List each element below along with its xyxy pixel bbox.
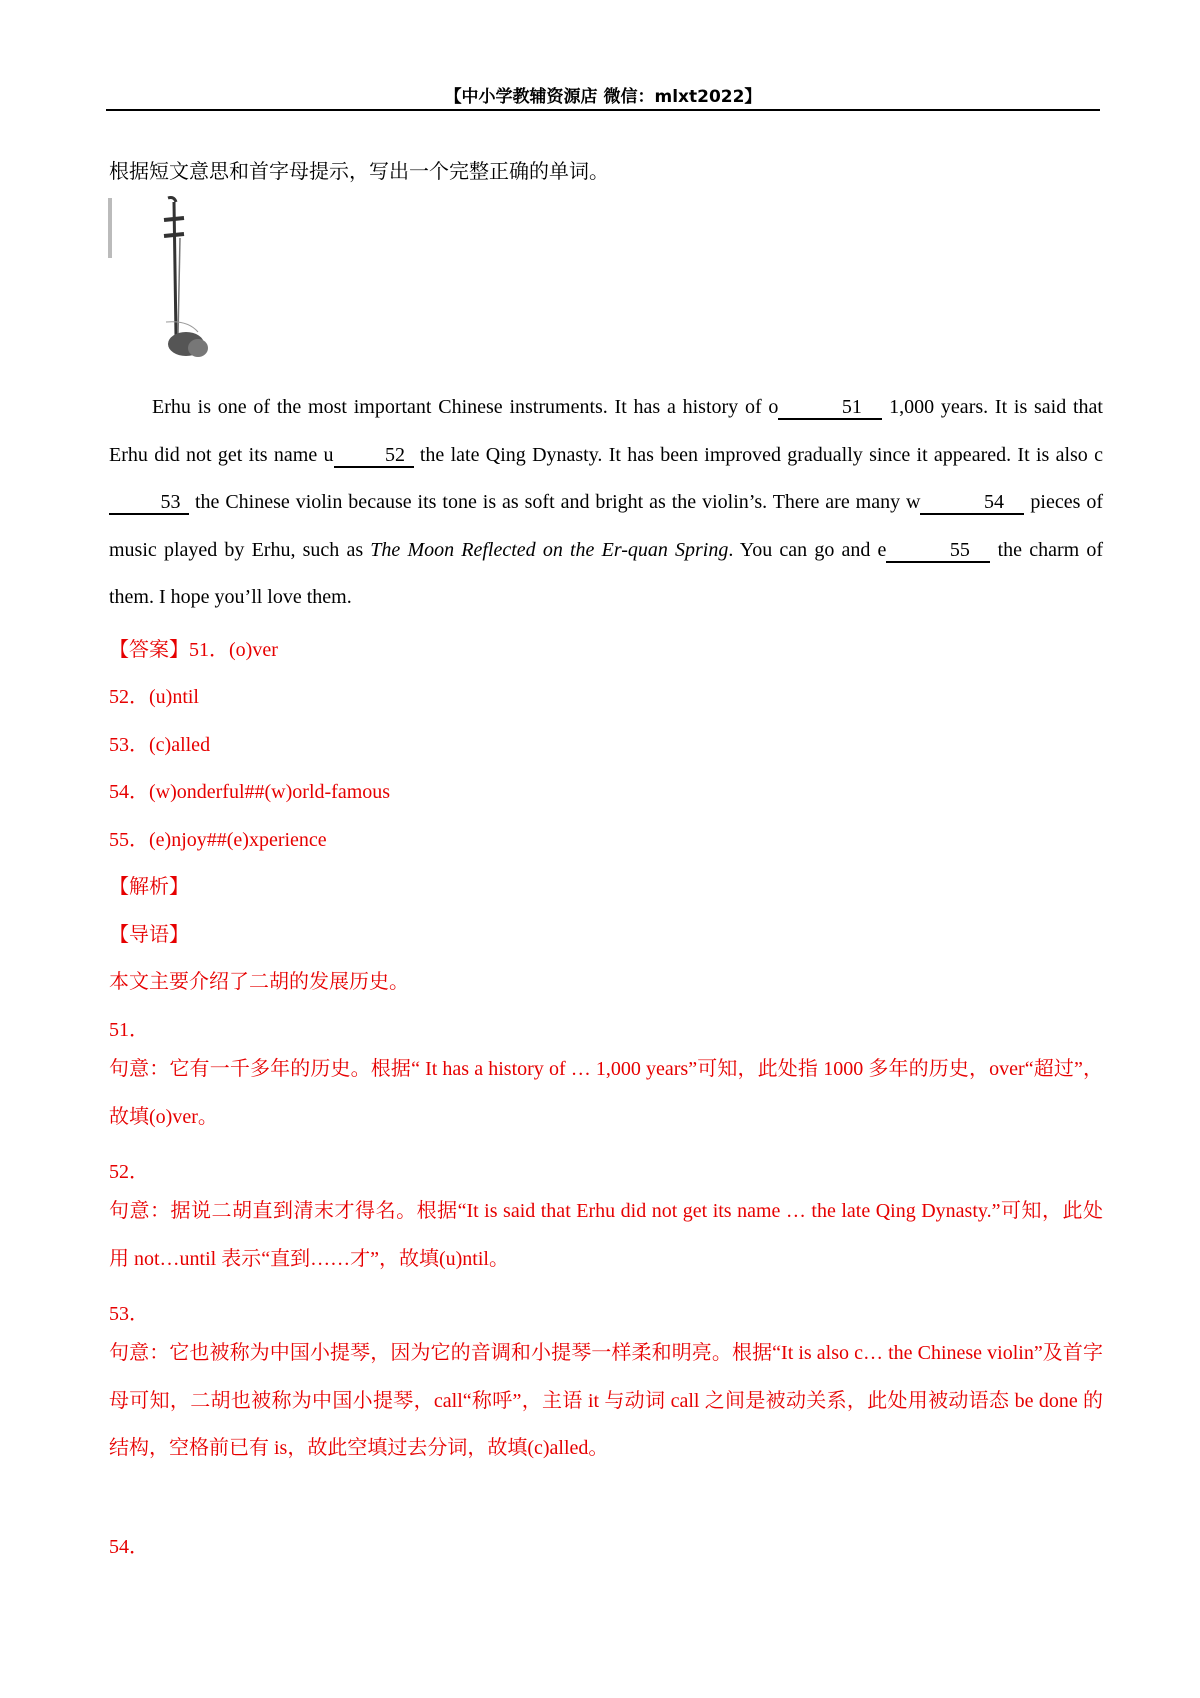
guide-label: 【导语】	[109, 924, 189, 946]
exercise-instruction: 根据短文意思和首字母提示，写出一个完整正确的单词。	[109, 161, 609, 183]
explanation-53: 句意：它也被称为中国小提琴，因为它的音调和小提琴一样柔和明亮。根据“It is also c… the Chinese violin”及首字母可知，二胡也被称为中国小提琴，call“称呼”，主语 it 与动词 call 之间是被动关系，此处用被动语态 be done 的结构，空格前已有 is，故此空填过去分词，故填(c)alled。	[109, 1342, 1103, 1459]
answer-52: 52．(u)ntil	[109, 686, 199, 708]
blank-53: 53	[109, 491, 189, 515]
blank-55: 55	[886, 539, 990, 563]
explanation-53-number: 53．	[109, 1303, 149, 1325]
blank-52: 52	[334, 444, 414, 468]
explanation-51: 句意：它有一千多年的历史。根据“ It has a history of … 1,000 years”可知，此处指 1000 多年的历史，over“超过”，故填(o)ver。	[109, 1058, 1103, 1128]
answer-51: 【答案】51．(o)ver	[109, 639, 278, 661]
explanation-51-number: 51．	[109, 1019, 149, 1041]
cloze-passage	[109, 384, 1103, 622]
explanation-52: 句意：据说二胡直到清末才得名。根据“It is said that Erhu did not get its name … the late Qing Dynasty.”可知，此处用 not…until 表示“直到……才”，故填(u)ntil。	[109, 1200, 1103, 1270]
explanation-52-number: 52．	[109, 1161, 149, 1183]
passage-paragraph: Erhu is one of the most important Chinese instruments. It has a history of o 51 1,000 years. It is said that Erhu did not get its name u 52 the late Qing Dynasty. It has been improved gradually since it appeared. It is also c53 the Chinese violin because its tone is as soft and bright as the violin’s. There are many w 54 pieces of music played by Erhu, such as The Moon Reflected on the Er-quan Spring. You can go and e 55 the charm of them. I hope you’ll love them.	[109, 396, 1104, 608]
blank-51: 51	[778, 396, 882, 420]
page-header: 【中小学教辅资源店 微信：mlxt2022】	[444, 87, 762, 107]
answer-54: 54．(w)onderful##(w)orld-famous	[109, 781, 391, 803]
guide-text: 本文主要介绍了二胡的发展历史。	[109, 971, 409, 993]
header-divider	[106, 109, 1100, 111]
blank-54: 54	[920, 491, 1024, 515]
analysis-label: 【解析】	[109, 876, 189, 898]
music-title: The Moon Reflected on the Er-quan Spring	[370, 538, 729, 561]
erhu-illustration	[108, 196, 218, 366]
answer-53: 53．(c)alled	[109, 734, 211, 756]
answer-55: 55．(e)njoy##(e)xperience	[109, 829, 327, 851]
explanation-54-number: 54．	[109, 1536, 149, 1558]
